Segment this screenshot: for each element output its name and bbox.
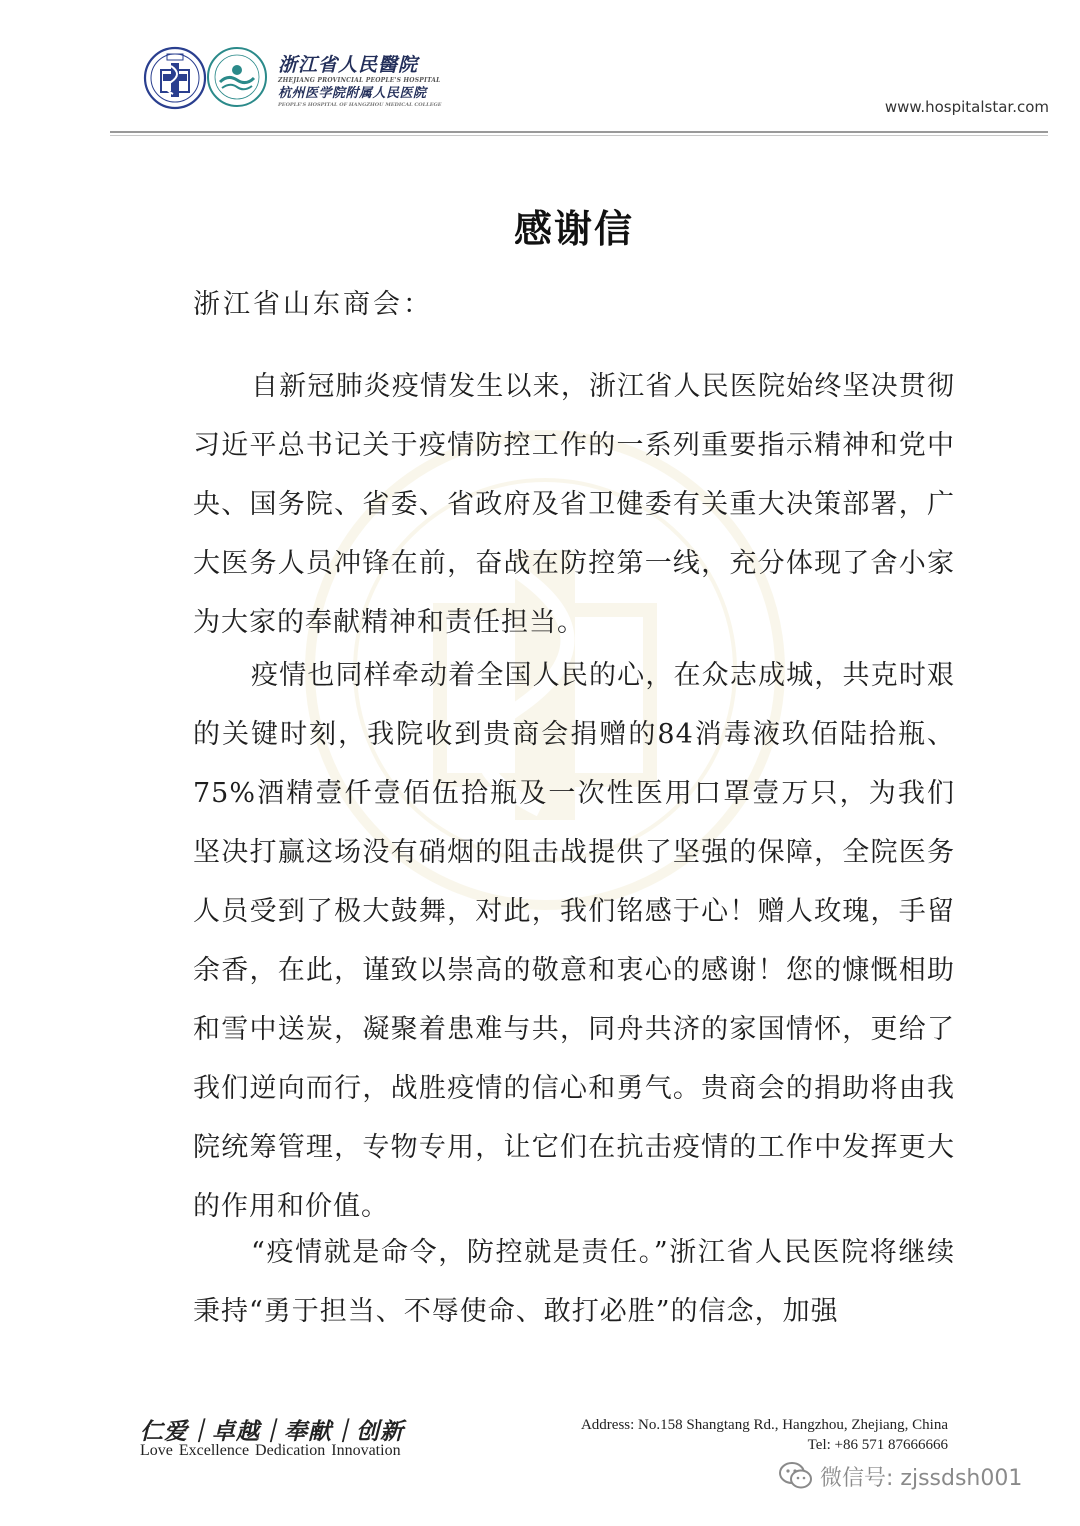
letter-paragraph-1: 自新冠肺炎疫情发生以来，浙江省人民医院始终坚决贯彻习近平总书记关于疫情防控工作的一系列重要指示精神和党中央、国务院、省委、省政府及省卫健委有关重大决策部署，广大医务人员冲锋在前，奋战在防控第一线，充分体现了舍小家为大家的奉献精神和责任担当。 bbox=[193, 371, 955, 638]
letter-paragraph-3: “疫情就是命令，防控就是责任。”浙江省人民医院将继续秉持“勇于担当、不辱使命、敢打必胜”的信念，加强 bbox=[193, 1237, 955, 1327]
letter-paragraph-2: 疫情也同样牵动着全国人民的心，在众志成城，共克时艰的关键时刻，我院收到贵商会捐赠的84消毒液玖佰陆拾瓶、75%酒精壹仟壹佰伍拾瓶及一次性医用口罩壹万只，为我们坚决打赢这场没有硝烟的阻击战提供了坚强的保障，全院医务人员受到了极大鼓舞，对此，我们铭感于心！赠人玫瑰，手留余香，在此，谨致以崇高的敬意和衷心的感谢！您的慷慨相助和雪中送炭，凝聚着患难与共，同舟共济的家国情怀，更给了我们逆向而行，战胜疫情的信心和勇气。贵商会的捐助将由我院统筹管理，专物专用，让它们在抗击疫情的工作中发挥更大的作用和价值。 bbox=[193, 660, 955, 1222]
hospital-affiliation-en: PEOPLE'S HOSPITAL OF HANGZHOU MEDICAL COLLEGE bbox=[278, 102, 442, 108]
footer-slogan-zh: 仁爱｜卓越｜奉献｜创新 bbox=[140, 1418, 404, 1445]
wechat-id-watermark bbox=[778, 1458, 1022, 1494]
footer-address: Address: No.158 Shangtang Rd., Hangzhou, Zhejiang, China bbox=[580, 1417, 948, 1433]
wechat-id-text: 微信号: zjssdsh001 bbox=[820, 1465, 1023, 1491]
letter-salutation: 浙江省山东商会： bbox=[193, 289, 433, 320]
hospital-affiliation-zh: 杭州医学院附属人民医院 bbox=[278, 86, 427, 101]
hospital-name-zh: 浙江省人民醫院 bbox=[278, 54, 419, 76]
footer-contact bbox=[581, 1415, 948, 1455]
wechat-icon bbox=[778, 1461, 814, 1491]
footer-slogan-en: Love Excellence Dedication Innovation bbox=[140, 1442, 401, 1459]
header-divider bbox=[110, 131, 1048, 133]
header-divider-thin bbox=[110, 135, 1048, 136]
letter-title: 感谢信 bbox=[513, 207, 634, 251]
hospital-name-block bbox=[278, 53, 442, 108]
hospital-emblem-icon bbox=[143, 40, 207, 116]
hospital-name-en: ZHEJIANG PROVINCIAL PEOPLE'S HOSPITAL bbox=[278, 77, 441, 84]
college-emblem-icon bbox=[206, 46, 268, 108]
footer-tel: Tel: +86 571 87666666 bbox=[807, 1437, 948, 1453]
website-url: www.hospitalstar.com bbox=[884, 98, 1049, 116]
